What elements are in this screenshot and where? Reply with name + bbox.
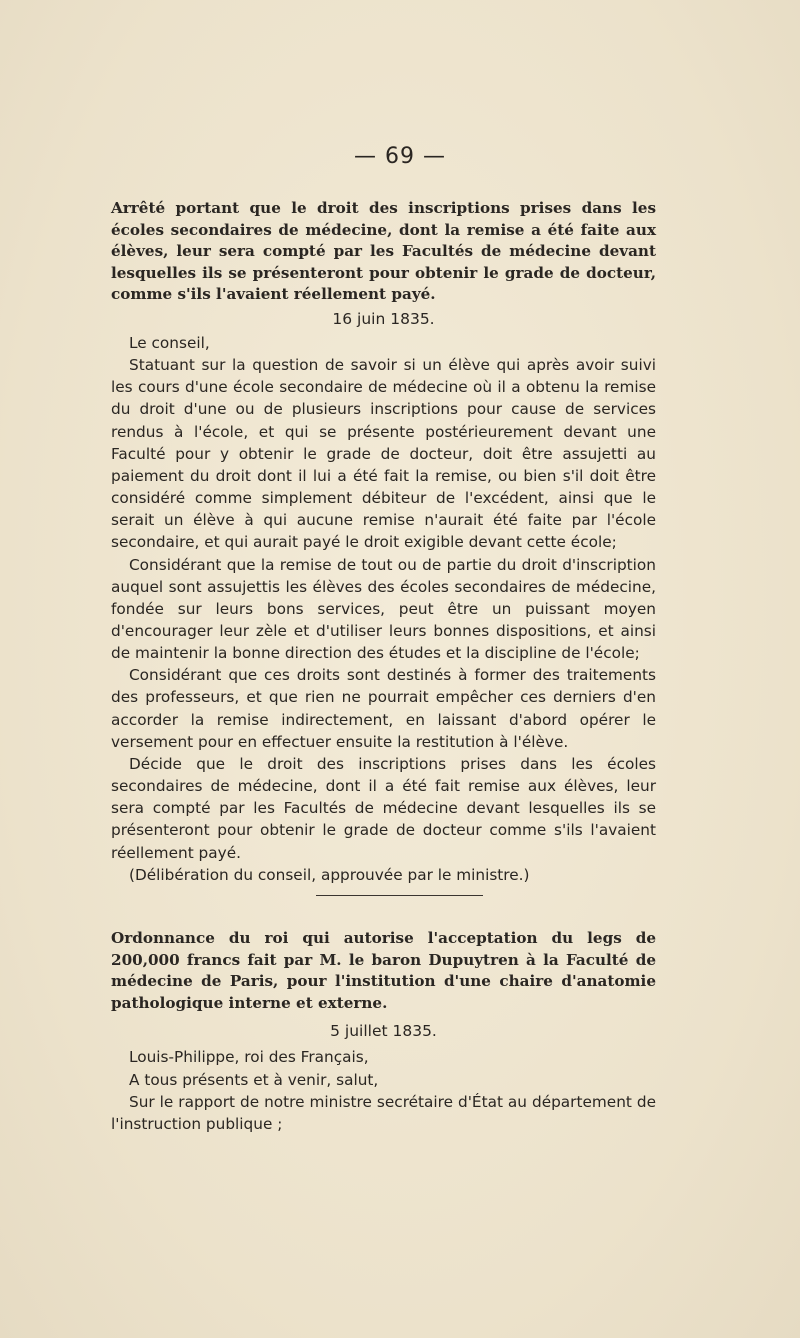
paragraph: Louis-Philippe, roi des Français, — [129, 1048, 369, 1067]
paragraph: A tous présents et à venir, salut, — [129, 1070, 379, 1089]
section-date: 5 juillet 1835. — [330, 1022, 437, 1041]
arrete-section — [111, 198, 656, 886]
paragraph: Décide que le droit des inscriptions prises dans les écoles secondaires de médecine, dont il a été fait remise aux élèves, leur sera compté par les Facultés de médecine devant lesquelles ils se présenteront pour obtenir le grade de docteur comme s'ils l'avaient réellement payé. — [111, 754, 656, 862]
section-body — [111, 332, 656, 886]
paragraph: Considérant que ces droits sont destinés à former des traitements des professeurs, et que rien ne pourrait empêcher ces derniers d'en accorder la remise indirectement, en laissant d'abord opérer le versement pour en effectuer ensuite la restitution à l'élève. — [111, 666, 656, 751]
paragraph: Le conseil, — [129, 333, 210, 352]
paragraph: Statuant sur la question de savoir si un élève qui après avoir suivi les cours d'une école secondaire de médecine où il a obtenu la remise du droit d'une ou de plusieurs inscriptions pour cause de services rendus à l'école, et qui se présente postérieurement devant une Faculté pour y obtenir le grade de docteur, doit être assujetti au paiement du droit dont il lui a été fait la remise, ou bien s'il doit être considéré comme simplement débiteur de l'excédent, ainsi que le serait un élève à qui aucune remise n'aurait été faite par l'école secondaire, et qui aurait payé le droit exigible devant cette école; — [111, 356, 656, 552]
section-title: Arrêté portant que le droit des inscriptions prises dans les écoles secondaires de médecine, dont la remise a été faite aux élèves, leur sera compté par les Facultés de médecine devant lesquelles ils se présenteront pour obtenir le grade de docteur, comme s'ils l'avaient réellement payé. — [111, 199, 656, 304]
section-date: 16 juin 1835. — [332, 309, 435, 328]
section-body — [111, 1046, 656, 1135]
page-number: — 69 — — [354, 144, 446, 169]
ordonnance-section — [111, 928, 656, 1135]
section-divider — [316, 895, 483, 896]
paragraph: Sur le rapport de notre ministre secrétaire d'État au département de l'instruction publique ; — [111, 1092, 656, 1133]
section-title: Ordonnance du roi qui autorise l'acceptation du legs de 200,000 francs fait par M. le baron Dupuytren à la Faculté de médecine de Paris, pour l'institution d'une chaire d'anatomie pathologique interne et externe. — [111, 929, 656, 1012]
paragraph: Considérant que la remise de tout ou de partie du droit d'inscription auquel sont assujettis les élèves des écoles secondaires de médecine, fondée sur leurs bons services, peut être un puissant moyen d'encourager leur zèle et d'utiliser leurs bonnes dispositions, et ainsi de maintenir la bonne direction des études et la discipline de l'école; — [111, 555, 656, 663]
paragraph: (Délibération du conseil, approuvée par le ministre.) — [129, 865, 530, 884]
